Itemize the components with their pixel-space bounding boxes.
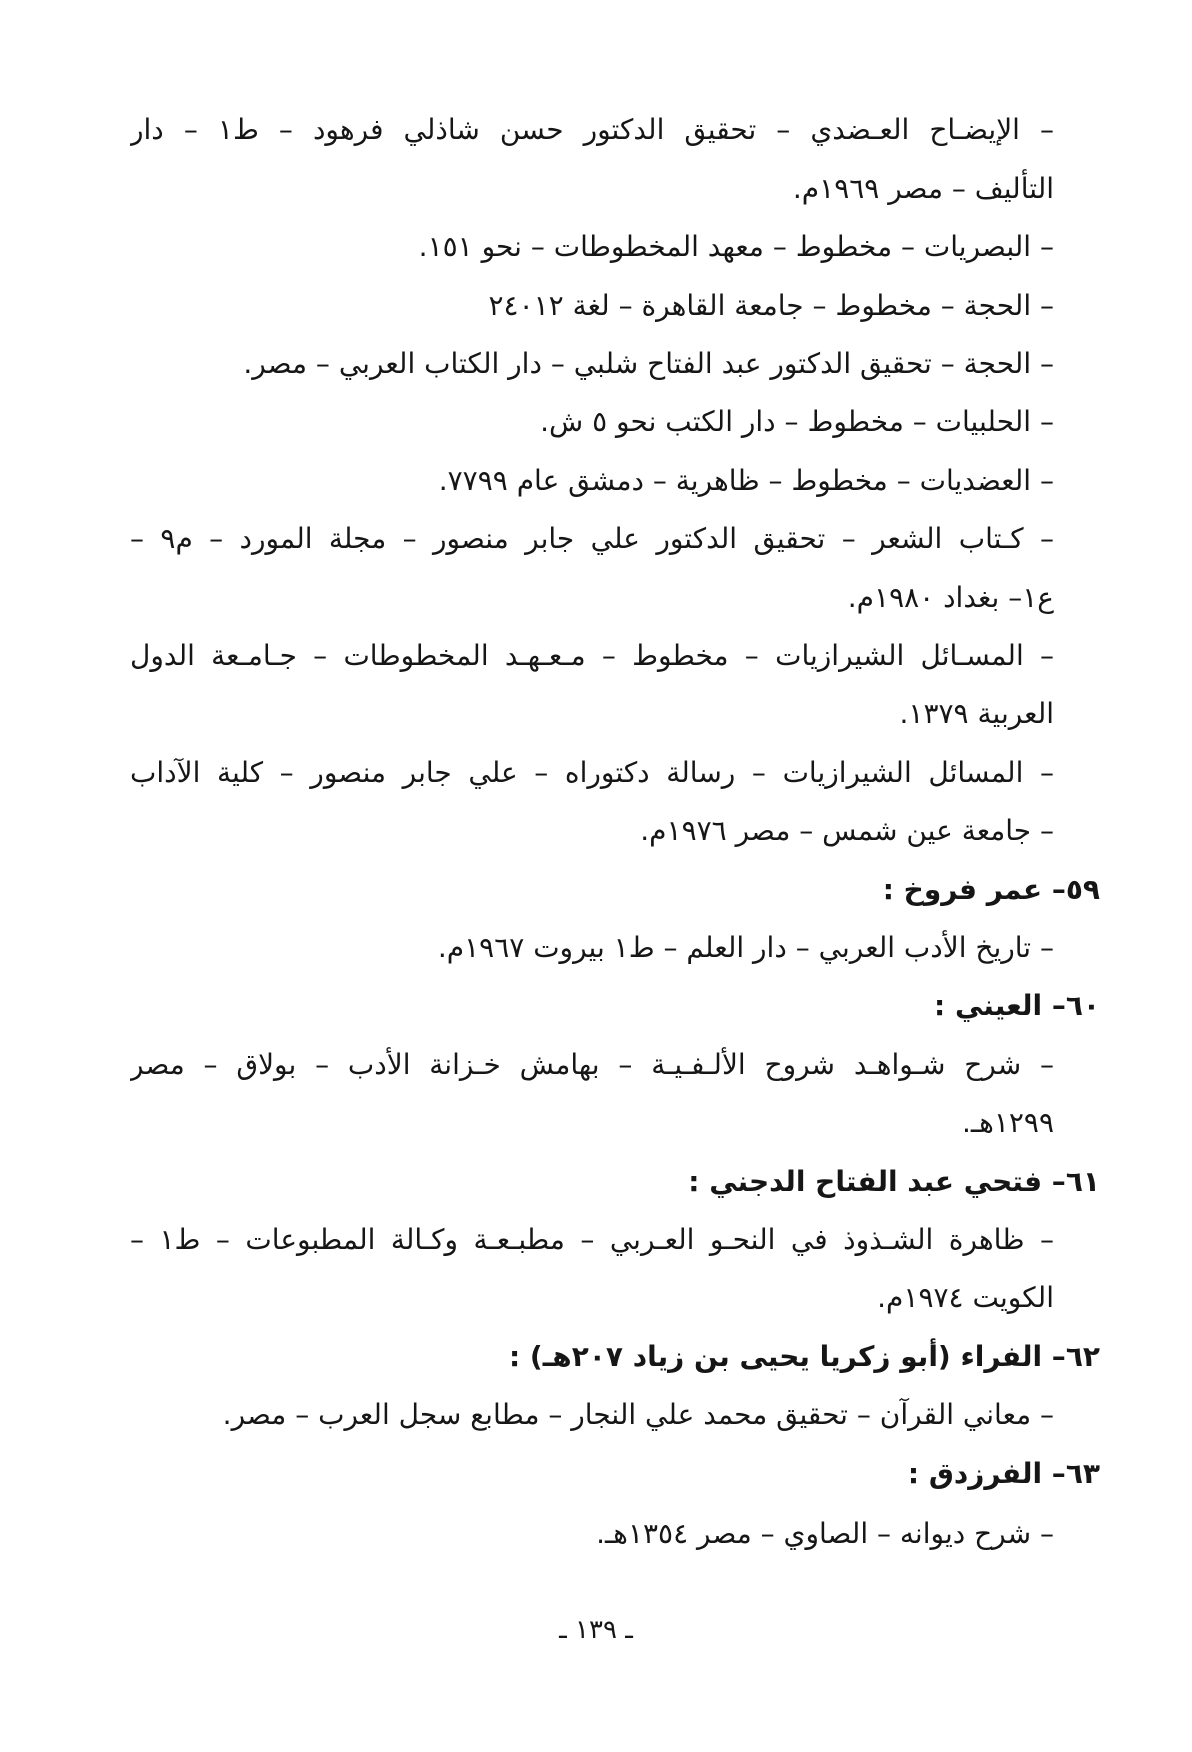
text-line: – الإيضـاح العـضدي – تحقيق الدكتور حسن شاذلي فرهود – ط١ – دار — [130, 113, 1054, 146]
text-line: التأليف – مصر ١٩٦٩م. — [792, 172, 1054, 205]
text-line: – شرح شـواهـد شروح الألـفـيـة – بهامش خـزانة الأدب – بولاق – مصر — [130, 1048, 1054, 1081]
text-line: ع١– بغداد ١٩٨٠م. — [847, 581, 1054, 614]
text-line: العربية ١٣٧٩. — [899, 697, 1054, 730]
entry-heading: ٦٢– الفراء (أبو زكريا يحيى بن زياد ٢٠٧هـ) : — [508, 1340, 1100, 1373]
text-line: – كـتاب الشعر – تحقيق الدكتور علي جابر منصور – مجلة المورد – م٩ – — [130, 522, 1054, 555]
text-line: الكويت ١٩٧٤م. — [877, 1281, 1054, 1314]
text-line: ١٢٩٩هـ. — [961, 1106, 1054, 1139]
text-line: – ظاهرة الشـذوذ في النحـو العـربي – مطبـعـة وكـالة المطبوعات – ط١ – — [130, 1223, 1054, 1256]
entry-heading: ٦٣– الفرزدق : — [907, 1457, 1100, 1490]
text-line: – الحلبيات – مخطوط – دار الكتب نحو ٥ ش. — [540, 405, 1054, 438]
text-line: – المسـائل الشيرازيات – مخطوط – مـعـهـد المخطوطات – جـامـعة الدول — [130, 639, 1054, 672]
entry-heading: ٥٩– عمر فروخ : — [882, 873, 1100, 906]
text-line: – العضديات – مخطوط – ظاهرية – دمشق عام ٧٧٩٩. — [438, 464, 1054, 497]
text-line: – المسائل الشيرازيات – رسالة دكتوراه – علي جابر منصور – كلية الآداب — [130, 756, 1054, 789]
text-line: – شرح ديوانه – الصاوي – مصر ١٣٥٤هـ. — [596, 1517, 1054, 1550]
text-line: – الحجة – مخطوط – جامعة القاهرة – لغة ٢٤٠١٢ — [488, 289, 1054, 322]
text-line: – البصريات – مخطوط – معهد المخطوطات – نحو ١٥١. — [418, 230, 1054, 263]
entry-heading: ٦٠– العيني : — [934, 989, 1100, 1022]
text-line: – تاريخ الأدب العربي – دار العلم – ط١ بيروت ١٩٦٧م. — [437, 931, 1054, 964]
text-line: – جامعة عين شمس – مصر ١٩٧٦م. — [640, 814, 1054, 847]
text-line: – الحجة – تحقيق الدكتور عبد الفتاح شلبي – دار الكتاب العربي – مصر. — [243, 347, 1054, 380]
page-number: ـ ١٣٩ ـ — [559, 1615, 633, 1645]
entry-heading: ٦١– فتحي عبد الفتاح الدجني : — [688, 1165, 1100, 1198]
text-line: – معاني القرآن – تحقيق محمد علي النجار – مطابع سجل العرب – مصر. — [222, 1398, 1054, 1431]
